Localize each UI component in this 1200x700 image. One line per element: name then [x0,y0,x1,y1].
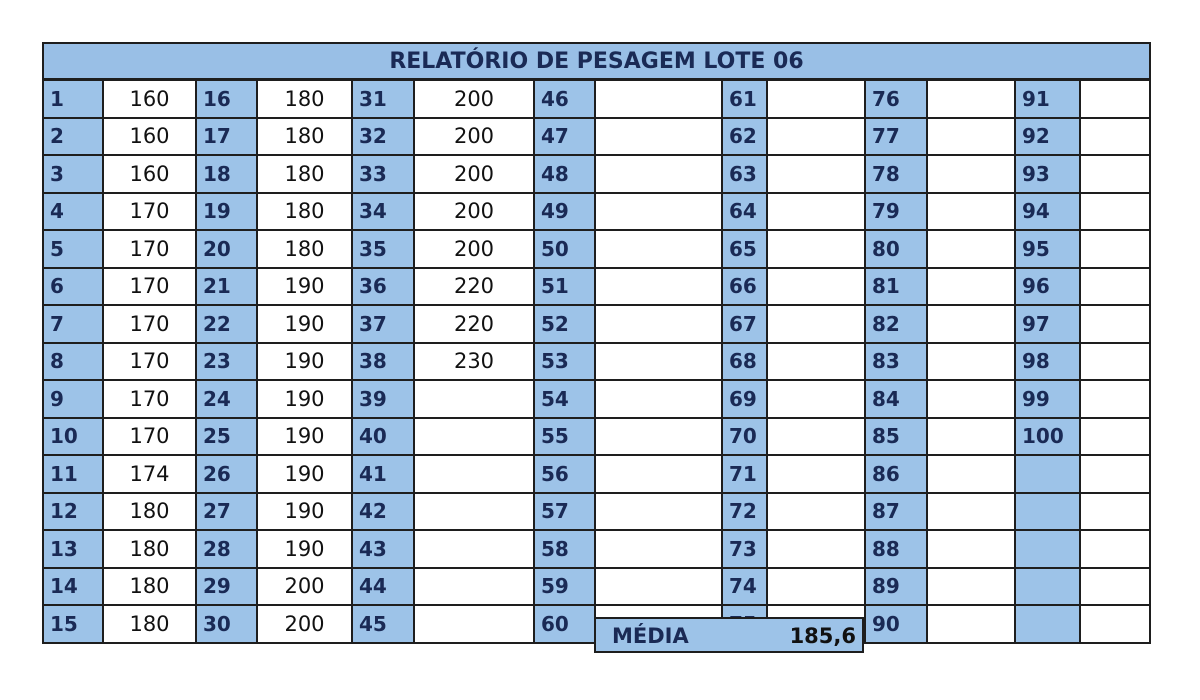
entry-number: 18 [196,155,257,193]
entry-weight: 200 [414,230,534,268]
entry-weight [1080,530,1150,568]
entry-weight: 220 [414,268,534,306]
entry-number: 39 [352,380,414,418]
entry-number: 85 [865,418,927,456]
entry-number: 78 [865,155,927,193]
entry-weight [767,568,865,606]
entry-number: 67 [722,305,767,343]
table-row [43,230,1150,268]
entry-number: 42 [352,493,414,531]
entry-number: 30 [196,605,257,643]
entry-number: 28 [196,530,257,568]
entry-weight: 170 [103,268,196,306]
entry-weight: 220 [414,305,534,343]
table-row [43,118,1150,156]
entry-weight [595,230,722,268]
entry-weight [595,530,722,568]
entry-weight [595,568,722,606]
table-row [43,418,1150,456]
entry-number: 64 [722,193,767,231]
entry-number: 56 [534,455,595,493]
entry-weight: 160 [103,118,196,156]
entry-number: 84 [865,380,927,418]
entry-number: 80 [865,230,927,268]
entry-weight: 190 [257,418,352,456]
entry-weight [595,343,722,381]
entry-weight: 200 [414,155,534,193]
entry-weight: 180 [103,493,196,531]
entry-number: 79 [865,193,927,231]
entry-number: 8 [43,343,103,381]
entry-number: 23 [196,343,257,381]
entry-number: 27 [196,493,257,531]
entry-weight [1080,118,1150,156]
entry-weight [1080,80,1150,118]
entry-number: 25 [196,418,257,456]
entry-number: 17 [196,118,257,156]
entry-number: 4 [43,193,103,231]
entry-number: 60 [534,605,595,643]
entry-weight [1080,568,1150,606]
table-row [43,493,1150,531]
entry-number [1015,493,1080,531]
entry-weight [927,455,1015,493]
entry-number: 88 [865,530,927,568]
entry-weight: 160 [103,80,196,118]
entry-number: 89 [865,568,927,606]
average-box [594,617,864,653]
entry-number [1015,530,1080,568]
entry-number: 65 [722,230,767,268]
entry-weight [414,605,534,643]
entry-weight [927,305,1015,343]
entry-weight: 180 [103,568,196,606]
entry-weight [1080,343,1150,381]
entry-weight: 174 [103,455,196,493]
entry-number: 73 [722,530,767,568]
entry-number [1015,568,1080,606]
entry-weight [595,118,722,156]
report-title: RELATÓRIO DE PESAGEM LOTE 06 [43,43,1150,80]
entry-weight: 200 [414,193,534,231]
entry-number: 71 [722,455,767,493]
entry-number: 99 [1015,380,1080,418]
entry-number: 77 [865,118,927,156]
entry-weight: 200 [257,568,352,606]
entry-weight [927,268,1015,306]
entry-number: 74 [722,568,767,606]
entry-weight [767,343,865,381]
entry-number: 72 [722,493,767,531]
entry-number: 97 [1015,305,1080,343]
entry-weight [927,343,1015,381]
entry-number: 98 [1015,343,1080,381]
table-row [43,530,1150,568]
entry-number: 36 [352,268,414,306]
entry-weight [595,305,722,343]
entry-weight [767,530,865,568]
entry-number [1015,455,1080,493]
entry-weight [414,380,534,418]
entry-weight: 200 [414,118,534,156]
entry-number: 12 [43,493,103,531]
entry-number: 31 [352,80,414,118]
entry-number: 46 [534,80,595,118]
entry-number: 55 [534,418,595,456]
entry-weight: 180 [103,530,196,568]
entry-number: 69 [722,380,767,418]
entry-number: 87 [865,493,927,531]
entry-number: 10 [43,418,103,456]
entry-number: 61 [722,80,767,118]
entry-number: 32 [352,118,414,156]
entry-weight [595,418,722,456]
entry-weight [1080,418,1150,456]
average-value: 185,6 [789,624,856,648]
entry-weight: 180 [257,118,352,156]
entry-weight [767,493,865,531]
table-row [43,568,1150,606]
entry-weight [414,418,534,456]
table-row [43,80,1150,118]
entry-weight [927,230,1015,268]
entry-weight [927,605,1015,643]
entry-weight [1080,268,1150,306]
entry-weight [927,193,1015,231]
entry-weight [927,80,1015,118]
entry-number: 82 [865,305,927,343]
entry-weight [1080,230,1150,268]
entry-number: 44 [352,568,414,606]
entry-weight [767,305,865,343]
entry-number: 53 [534,343,595,381]
entry-weight [767,155,865,193]
entry-weight [595,155,722,193]
entry-number: 51 [534,268,595,306]
entry-number: 83 [865,343,927,381]
entry-number: 90 [865,605,927,643]
entry-number: 3 [43,155,103,193]
entry-weight [1080,193,1150,231]
entry-weight [927,380,1015,418]
entry-weight: 170 [103,343,196,381]
entry-number: 29 [196,568,257,606]
entry-number: 13 [43,530,103,568]
entry-number: 94 [1015,193,1080,231]
entry-number: 48 [534,155,595,193]
entry-weight [1080,493,1150,531]
entry-weight: 190 [257,380,352,418]
entry-number: 35 [352,230,414,268]
entry-weight: 190 [257,268,352,306]
entry-weight [767,80,865,118]
entry-weight: 190 [257,530,352,568]
entry-number: 34 [352,193,414,231]
entry-weight: 180 [103,605,196,643]
entry-number: 41 [352,455,414,493]
entry-weight [767,380,865,418]
entry-weight: 170 [103,305,196,343]
table-row [43,305,1150,343]
entry-number: 96 [1015,268,1080,306]
entry-number: 95 [1015,230,1080,268]
entry-number: 9 [43,380,103,418]
entry-weight [414,568,534,606]
entry-number: 47 [534,118,595,156]
entry-number: 43 [352,530,414,568]
weighing-report-table [42,42,1151,644]
entry-weight: 170 [103,418,196,456]
entry-weight [1080,305,1150,343]
entry-weight [1080,455,1150,493]
entry-number: 7 [43,305,103,343]
table-row [43,343,1150,381]
entry-weight [927,418,1015,456]
entry-number: 24 [196,380,257,418]
entry-number: 2 [43,118,103,156]
title-row [43,43,1150,80]
entry-number: 38 [352,343,414,381]
entry-weight [927,155,1015,193]
entry-number: 16 [196,80,257,118]
entry-number: 59 [534,568,595,606]
entry-number: 37 [352,305,414,343]
entry-weight [595,455,722,493]
entry-weight [414,530,534,568]
entry-number [1015,605,1080,643]
entry-weight [1080,605,1150,643]
entry-weight: 190 [257,343,352,381]
entry-number: 76 [865,80,927,118]
entry-weight [595,268,722,306]
entry-number: 93 [1015,155,1080,193]
table-row [43,380,1150,418]
entry-weight [927,568,1015,606]
entry-weight [927,530,1015,568]
entry-weight: 190 [257,455,352,493]
entry-number: 11 [43,455,103,493]
entry-number: 68 [722,343,767,381]
entry-number: 40 [352,418,414,456]
entry-number: 45 [352,605,414,643]
entry-weight [414,493,534,531]
entry-weight: 200 [257,605,352,643]
entry-weight [595,493,722,531]
entry-weight [767,268,865,306]
entry-weight [767,118,865,156]
entry-weight [767,455,865,493]
table-row [43,155,1150,193]
entry-number: 20 [196,230,257,268]
entry-number: 21 [196,268,257,306]
entry-weight: 180 [257,155,352,193]
entry-number: 19 [196,193,257,231]
entry-weight: 200 [414,80,534,118]
entry-number: 49 [534,193,595,231]
average-label: MÉDIA [612,624,689,648]
entry-weight: 170 [103,230,196,268]
entry-number: 52 [534,305,595,343]
entry-weight [767,418,865,456]
entry-weight: 190 [257,493,352,531]
entry-weight [927,118,1015,156]
entry-weight [767,193,865,231]
entry-weight [927,493,1015,531]
entry-weight [414,455,534,493]
entry-number: 81 [865,268,927,306]
entry-number: 26 [196,455,257,493]
entry-weight [767,230,865,268]
entry-number: 92 [1015,118,1080,156]
entry-weight: 160 [103,155,196,193]
entry-number: 66 [722,268,767,306]
entry-number: 5 [43,230,103,268]
entry-weight [1080,155,1150,193]
entry-number: 15 [43,605,103,643]
entry-number: 33 [352,155,414,193]
entry-number: 6 [43,268,103,306]
table-row [43,455,1150,493]
entry-number: 57 [534,493,595,531]
entry-number: 70 [722,418,767,456]
entry-weight: 180 [257,230,352,268]
entry-weight: 230 [414,343,534,381]
entry-number: 62 [722,118,767,156]
entry-number: 1 [43,80,103,118]
entry-number: 50 [534,230,595,268]
entry-number: 54 [534,380,595,418]
entry-number: 22 [196,305,257,343]
entry-number: 100 [1015,418,1080,456]
entry-weight [595,193,722,231]
entry-weight [1080,380,1150,418]
entry-number: 63 [722,155,767,193]
entry-weight: 170 [103,380,196,418]
entry-weight [595,380,722,418]
entry-weight: 180 [257,80,352,118]
entry-number: 91 [1015,80,1080,118]
table-row [43,268,1150,306]
entry-weight: 170 [103,193,196,231]
entry-number: 14 [43,568,103,606]
entry-weight: 180 [257,193,352,231]
entry-number: 58 [534,530,595,568]
entry-weight [595,80,722,118]
entry-number: 86 [865,455,927,493]
entry-weight: 190 [257,305,352,343]
table-row [43,193,1150,231]
